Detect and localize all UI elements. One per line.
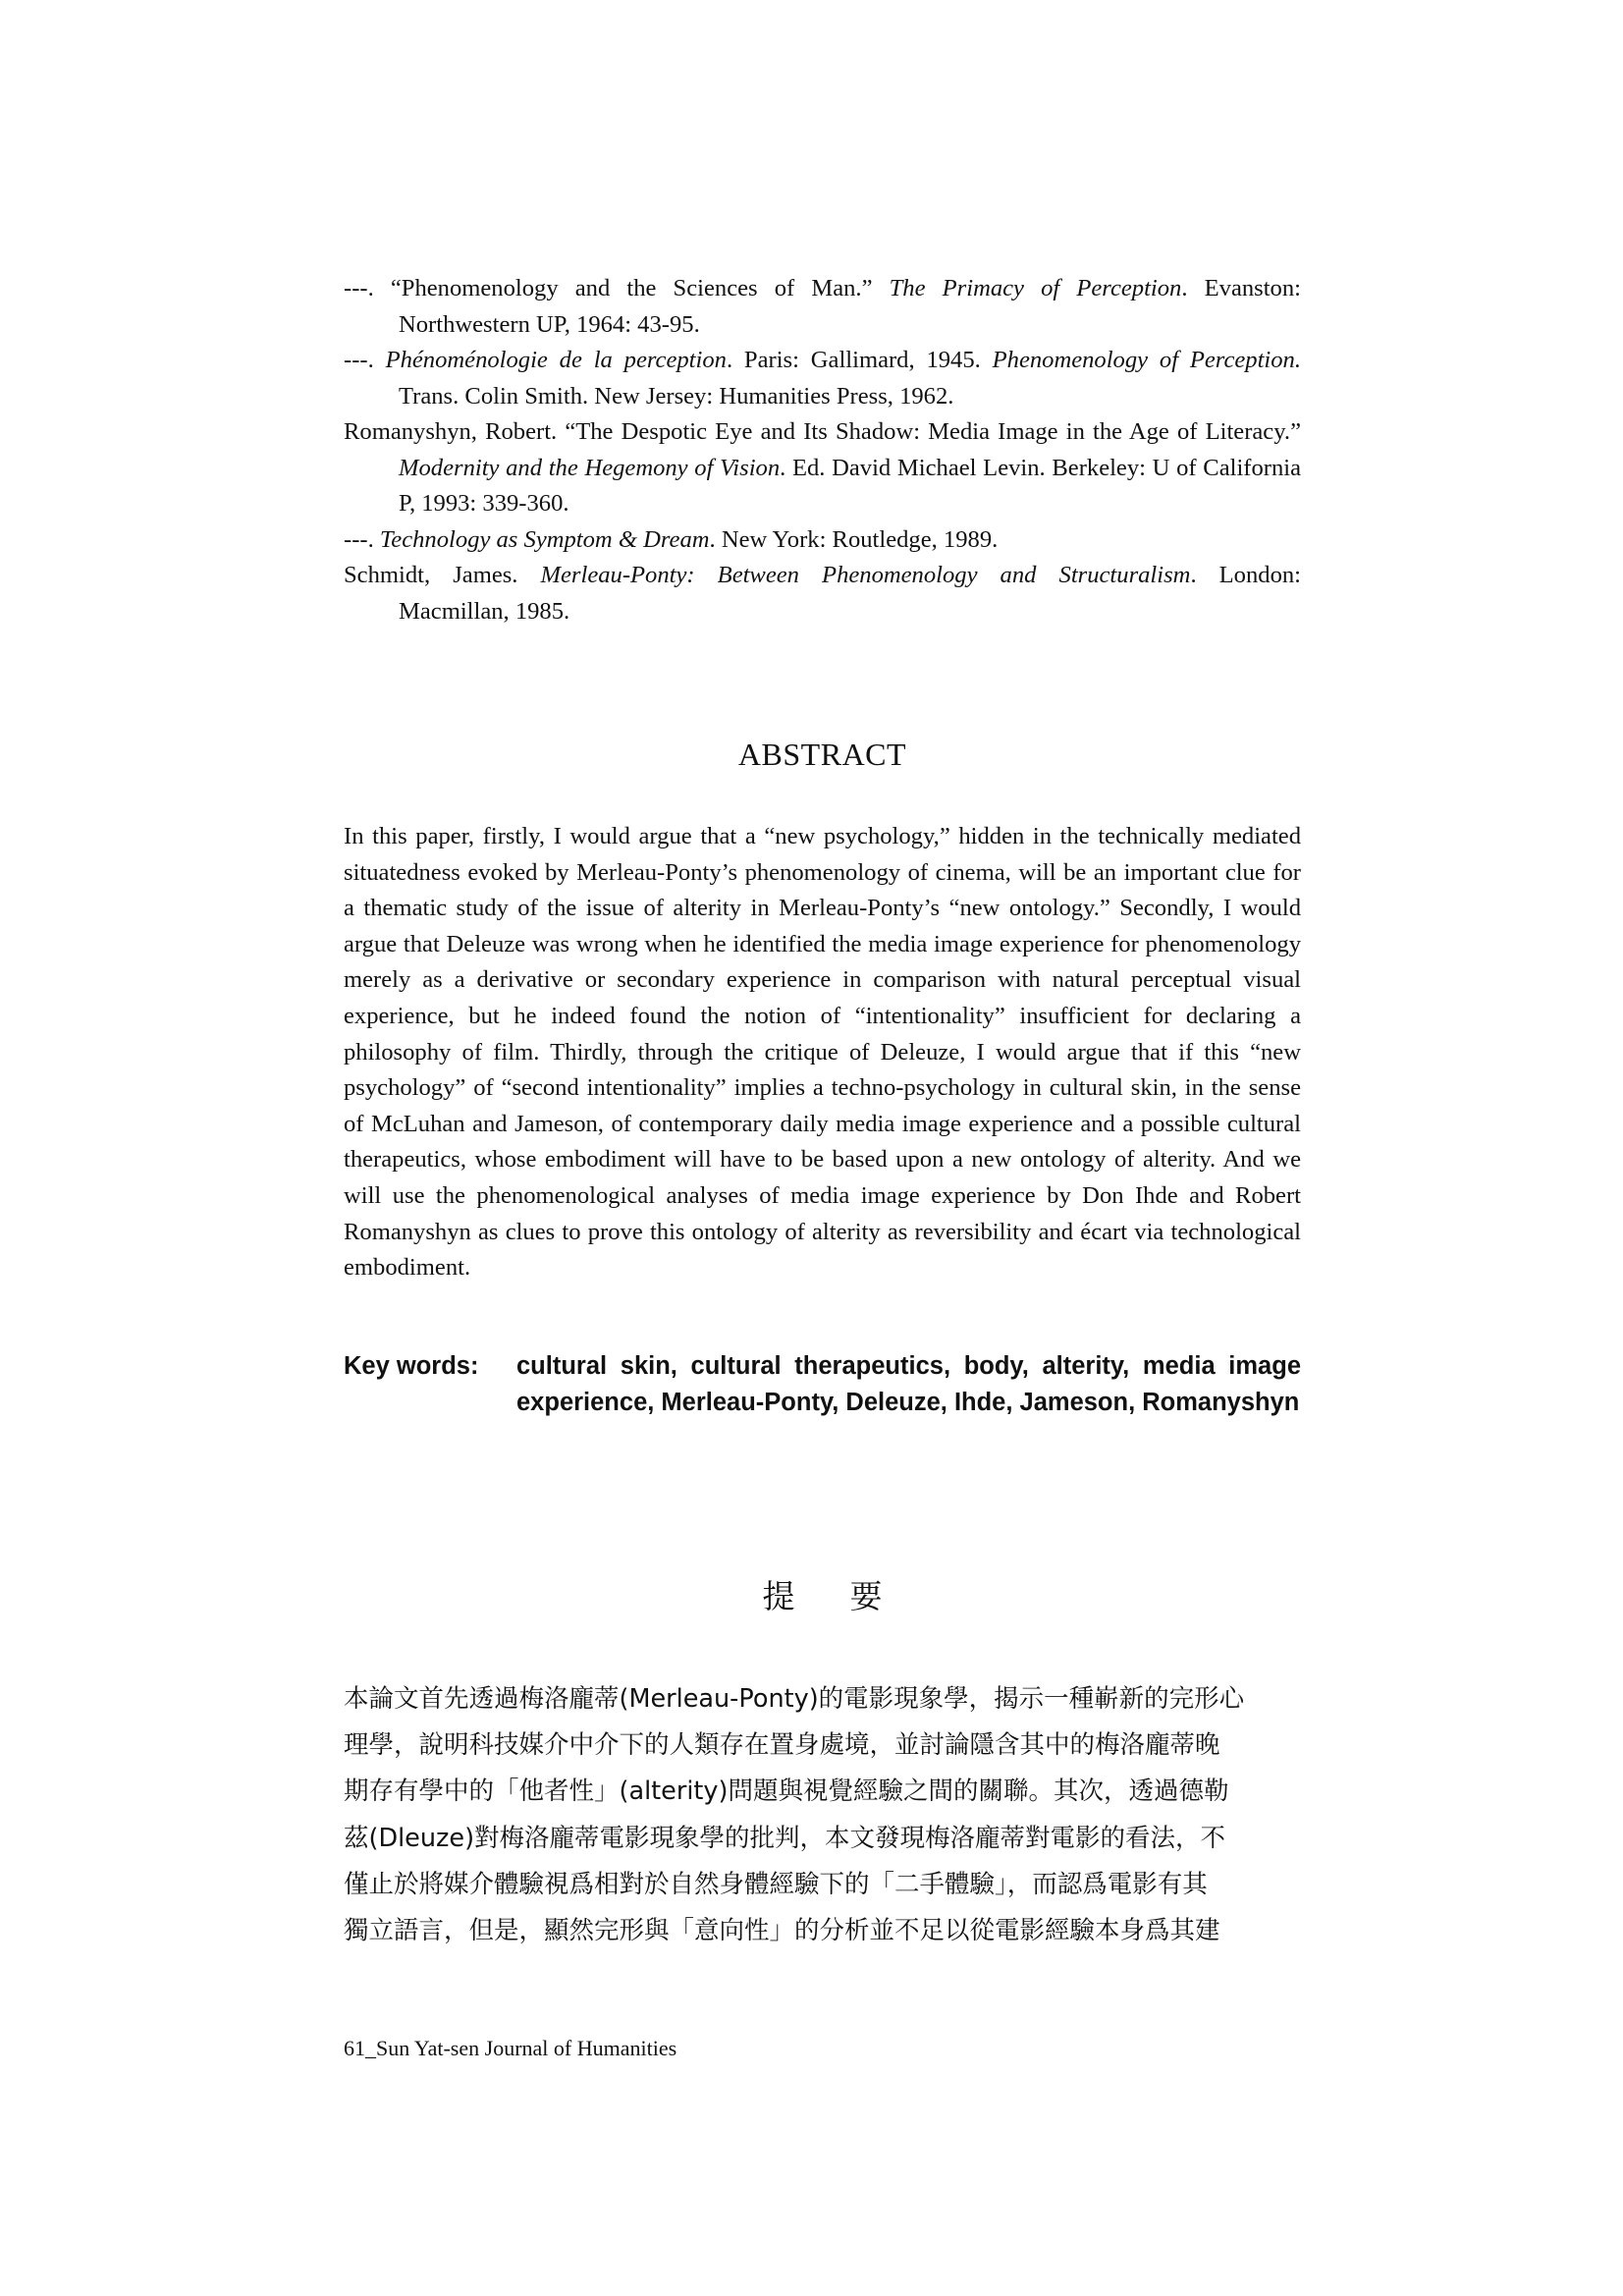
reference-text: ---. <box>344 525 380 553</box>
chinese-title-char: 要 <box>849 1577 883 1615</box>
chinese-abstract-body <box>344 1676 1301 1954</box>
reference-text: ---. “Phenomenology and the Sciences of Man.” <box>344 275 890 301</box>
chinese-abstract-title <box>344 1571 1301 1617</box>
keywords-text: cultural skin, cultural therapeutics, body, alterity, media image experience, Merleau-Ponty, Deleuze, Ihde, Jameson, Romanyshyn <box>516 1352 1301 1416</box>
reference-title: Modernity and the Hegemony of Vision <box>399 454 781 481</box>
reference-text: ---. <box>344 347 386 373</box>
reference-entry <box>344 343 1301 414</box>
chinese-abstract-line: 理學，說明科技媒介中介下的人類存在置身處境，並討論隱含其中的梅洛龐蒂晚 <box>344 1730 1220 1761</box>
reference-text: . Evanston: Northwestern UP, 1964: 43-95. <box>399 275 1301 338</box>
page-footer: 61_Sun Yat-sen Journal of Humanities <box>344 2036 677 2060</box>
reference-text: Schmidt, James. <box>344 562 541 588</box>
reference-text: . London: Macmillan, 1985. <box>399 562 1301 625</box>
chinese-abstract-line: 本論文首先透過梅洛龐蒂(Merleau-Ponty)的電影現象學，揭示一種嶄新的完形心 <box>344 1684 1245 1714</box>
reference-title: Merleau-Ponty: Between Phenomenology and Structuralism <box>540 562 1191 588</box>
chinese-abstract-line: 獨立語言，但是，顯然完形與「意向性」的分析並不足以從電影經驗本身爲其建 <box>344 1915 1220 1945</box>
reference-text: Trans. Colin Smith. New Jersey: Humanities Press, 1962. <box>399 382 954 410</box>
chinese-title-char: 提 <box>762 1577 795 1615</box>
references-list <box>344 271 1301 629</box>
keywords-label: Key words: <box>344 1352 479 1380</box>
reference-entry <box>344 558 1301 629</box>
reference-title: Phénoménologie de la perception <box>385 347 727 373</box>
chinese-abstract-line: 僅止於將媒介體驗視爲相對於自然身體經驗下的「二手體驗」，而認爲電影有其 <box>344 1869 1208 1899</box>
abstract-title: ABSTRACT <box>737 737 907 772</box>
reference-entry <box>344 414 1301 522</box>
chinese-abstract-line: 茲(Dleuze)對梅洛龐蒂電影現象學的批判，本文發現梅洛龐蒂對電影的看法，不 <box>344 1823 1226 1853</box>
keywords <box>344 1348 1301 1421</box>
chinese-abstract-line: 期存有學中的「他者性」(alterity)問題與視覺經驗之間的關聯。其次，透過德勒 <box>344 1777 1229 1807</box>
reference-text: . New York: Routledge, 1989. <box>709 525 999 553</box>
reference-title: Technology as Symptom & Dream <box>379 525 710 553</box>
reference-text: . Paris: Gallimard, 1945. <box>726 347 993 373</box>
reference-title: Phenomenology of Perception. <box>992 347 1301 373</box>
abstract-body: In this paper, firstly, I would argue that a “new psychology,” hidden in the technically mediated situatedness evoked by Merleau-Ponty’s phenomenology of cinema, will be an important clue for a thematic study of the issue of alterity in Merleau-Ponty’s “new ontology.” Secondly, I would argue that Deleuze was wrong when he identified the media image experience for phenomenology merely as a derivative or secondary experience in comparison with natural perceptual visual experience, but he indeed found the notion of “intentionality” insufficient for declaring a philosophy of film. Thirdly, through the critique of Deleuze, I would argue that if this “new psychology” of “second intentionality” implies a techno-psychology in cultural skin, in the sense of McLuhan and Jameson, of contemporary daily media image experience and a possible cultural therapeutics, whose embodiment will have to be based upon a new ontology of alterity. And we will use the phenomenological analyses of media image experience by Don Ihde and Robert Romanyshyn as clues to prove this ontology of alterity as reversibility and écart via technological embodiment. <box>344 823 1301 1282</box>
reference-title: The Primacy of Perception <box>889 275 1182 301</box>
reference-text: . Ed. David Michael Levin. Berkeley: U of California P, 1993: 339-360. <box>399 454 1301 517</box>
reference-text: Romanyshyn, Robert. “The Despotic Eye and Its Shadow: Media Image in the Age of Literacy.” <box>344 418 1301 445</box>
reference-entry <box>344 522 1301 559</box>
reference-entry <box>344 271 1301 343</box>
